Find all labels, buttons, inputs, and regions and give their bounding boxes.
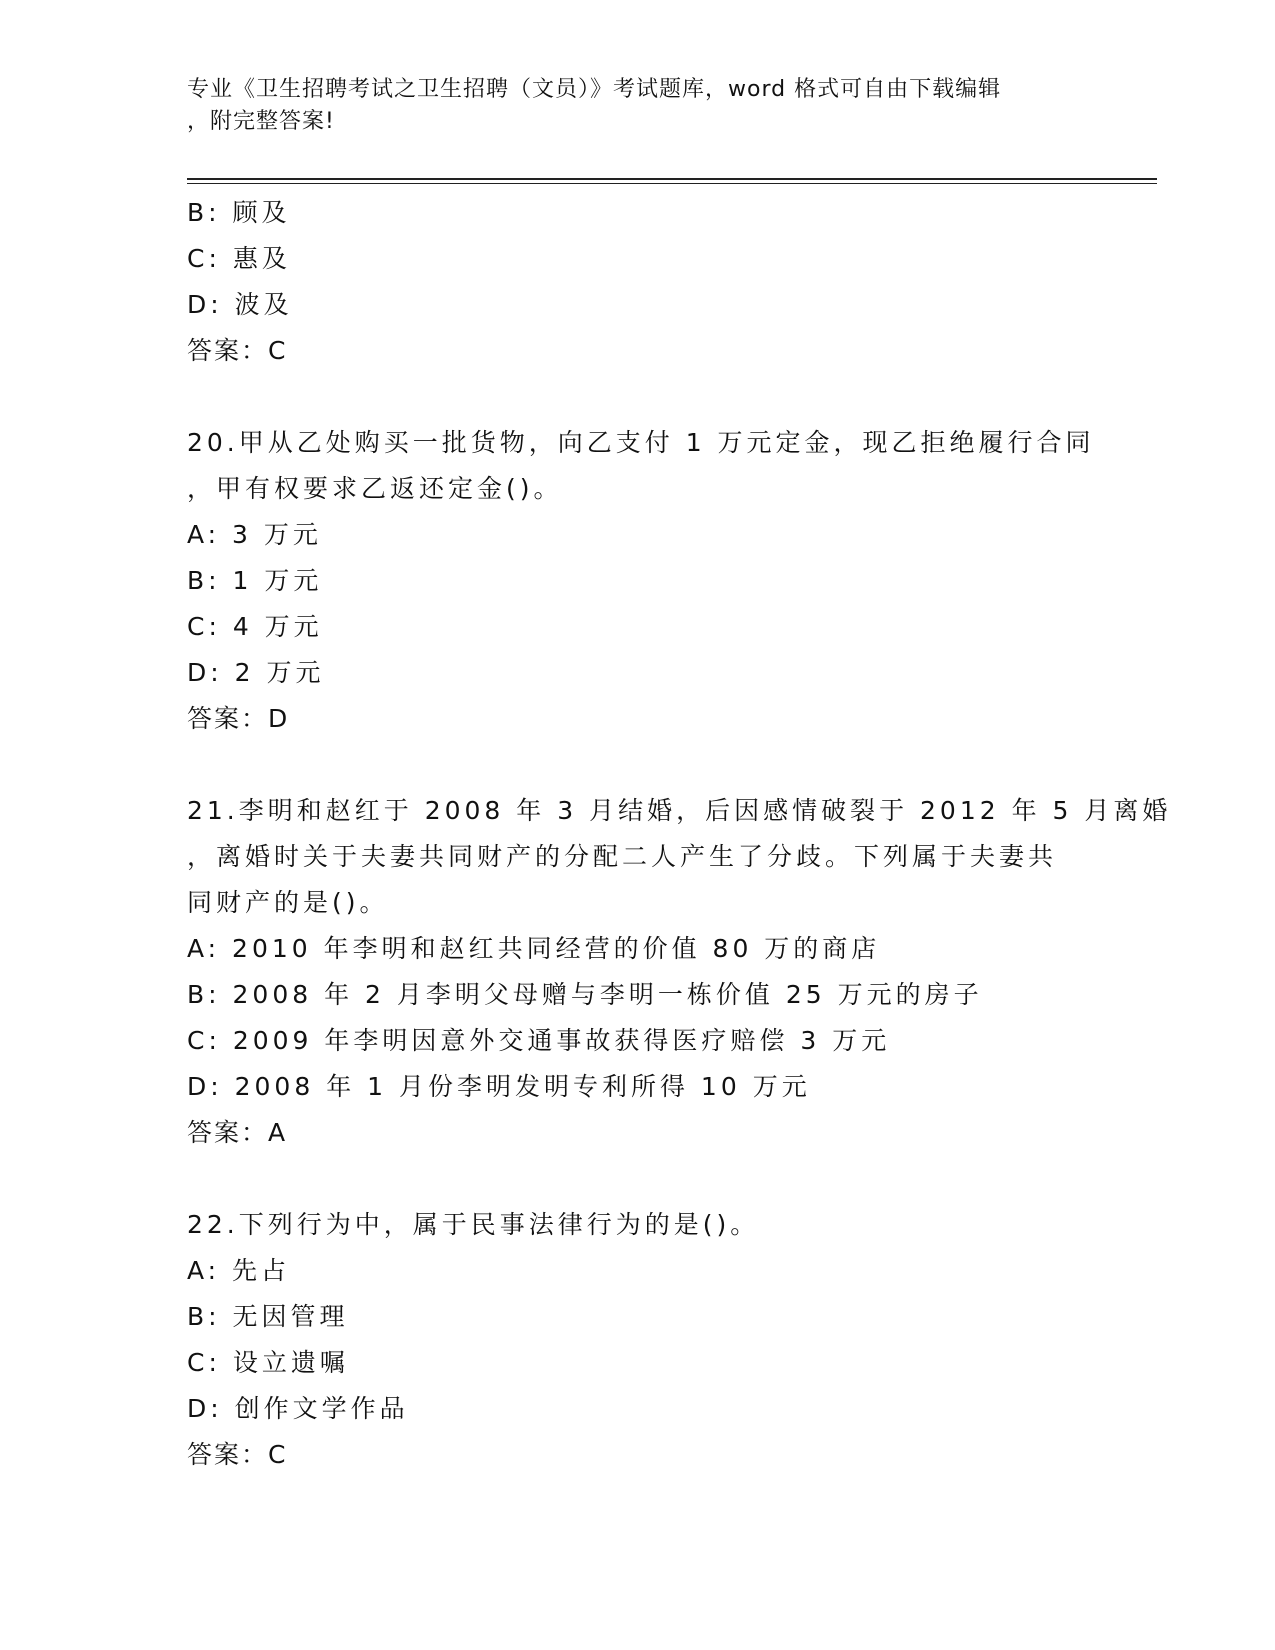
question-21 (187, 788, 1172, 1156)
question-text-line: ，甲有权要求乙返还定金()。 (187, 474, 563, 503)
answer-line: 答案：C (187, 336, 288, 365)
question-text-line: ，离婚时关于夫妻共同财产的分配二人产生了分歧。下列属于夫妻共 (187, 842, 1058, 871)
question-text-line: 同财产的是()。 (187, 888, 389, 917)
option-a: A: 3 万元 (187, 520, 322, 549)
option-b: B: 2008 年 2 月李明父母赠与李明一栋价值 25 万元的房子 (187, 980, 983, 1009)
header-line-2: ，附完整答案! (187, 109, 335, 134)
option-b: B: 无因管理 (187, 1302, 349, 1331)
question-22 (187, 1202, 1107, 1478)
question-text-line: 21.李明和赵红于 2008 年 3 月结婚，后因感情破裂于 2012 年 5 月离婚 (187, 796, 1172, 825)
answer-line: 答案：A (187, 1118, 288, 1147)
option-c: C: 设立遗嘱 (187, 1348, 349, 1377)
header-line-1: 专业《卫生招聘考试之卫生招聘（文员）》考试题库，word 格式可自由下载编辑 (187, 77, 1002, 102)
option-d: D: 2008 年 1 月份李明发明专利所得 10 万元 (187, 1072, 811, 1101)
option-d: D: 2 万元 (187, 658, 325, 687)
option-a: A: 先占 (187, 1256, 291, 1285)
answer-line: 答案：C (187, 1440, 288, 1469)
header-divider-thin (187, 183, 1157, 184)
question-list (187, 190, 1172, 1478)
question-19 (187, 190, 1107, 374)
question-text-line: 22.下列行为中，属于民事法律行为的是()。 (187, 1210, 760, 1239)
option-c: C: 惠及 (187, 244, 291, 273)
option-d: D: 波及 (187, 290, 293, 319)
option-c: C: 2009 年李明因意外交通事故获得医疗赔偿 3 万元 (187, 1026, 891, 1055)
answer-line: 答案：D (187, 704, 290, 733)
option-b: B: 顾及 (187, 198, 291, 227)
question-20 (187, 420, 1107, 742)
document-header (187, 74, 1087, 138)
option-d: D: 创作文学作品 (187, 1394, 409, 1423)
option-a: A: 2010 年李明和赵红共同经营的价值 80 万的商店 (187, 934, 881, 963)
header-divider-thick (187, 178, 1157, 180)
option-b: B: 1 万元 (187, 566, 323, 595)
option-c: C: 4 万元 (187, 612, 323, 641)
question-text-line: 20.甲从乙处购买一批货物，向乙支付 1 万元定金，现乙拒绝履行合同 (187, 428, 1095, 457)
